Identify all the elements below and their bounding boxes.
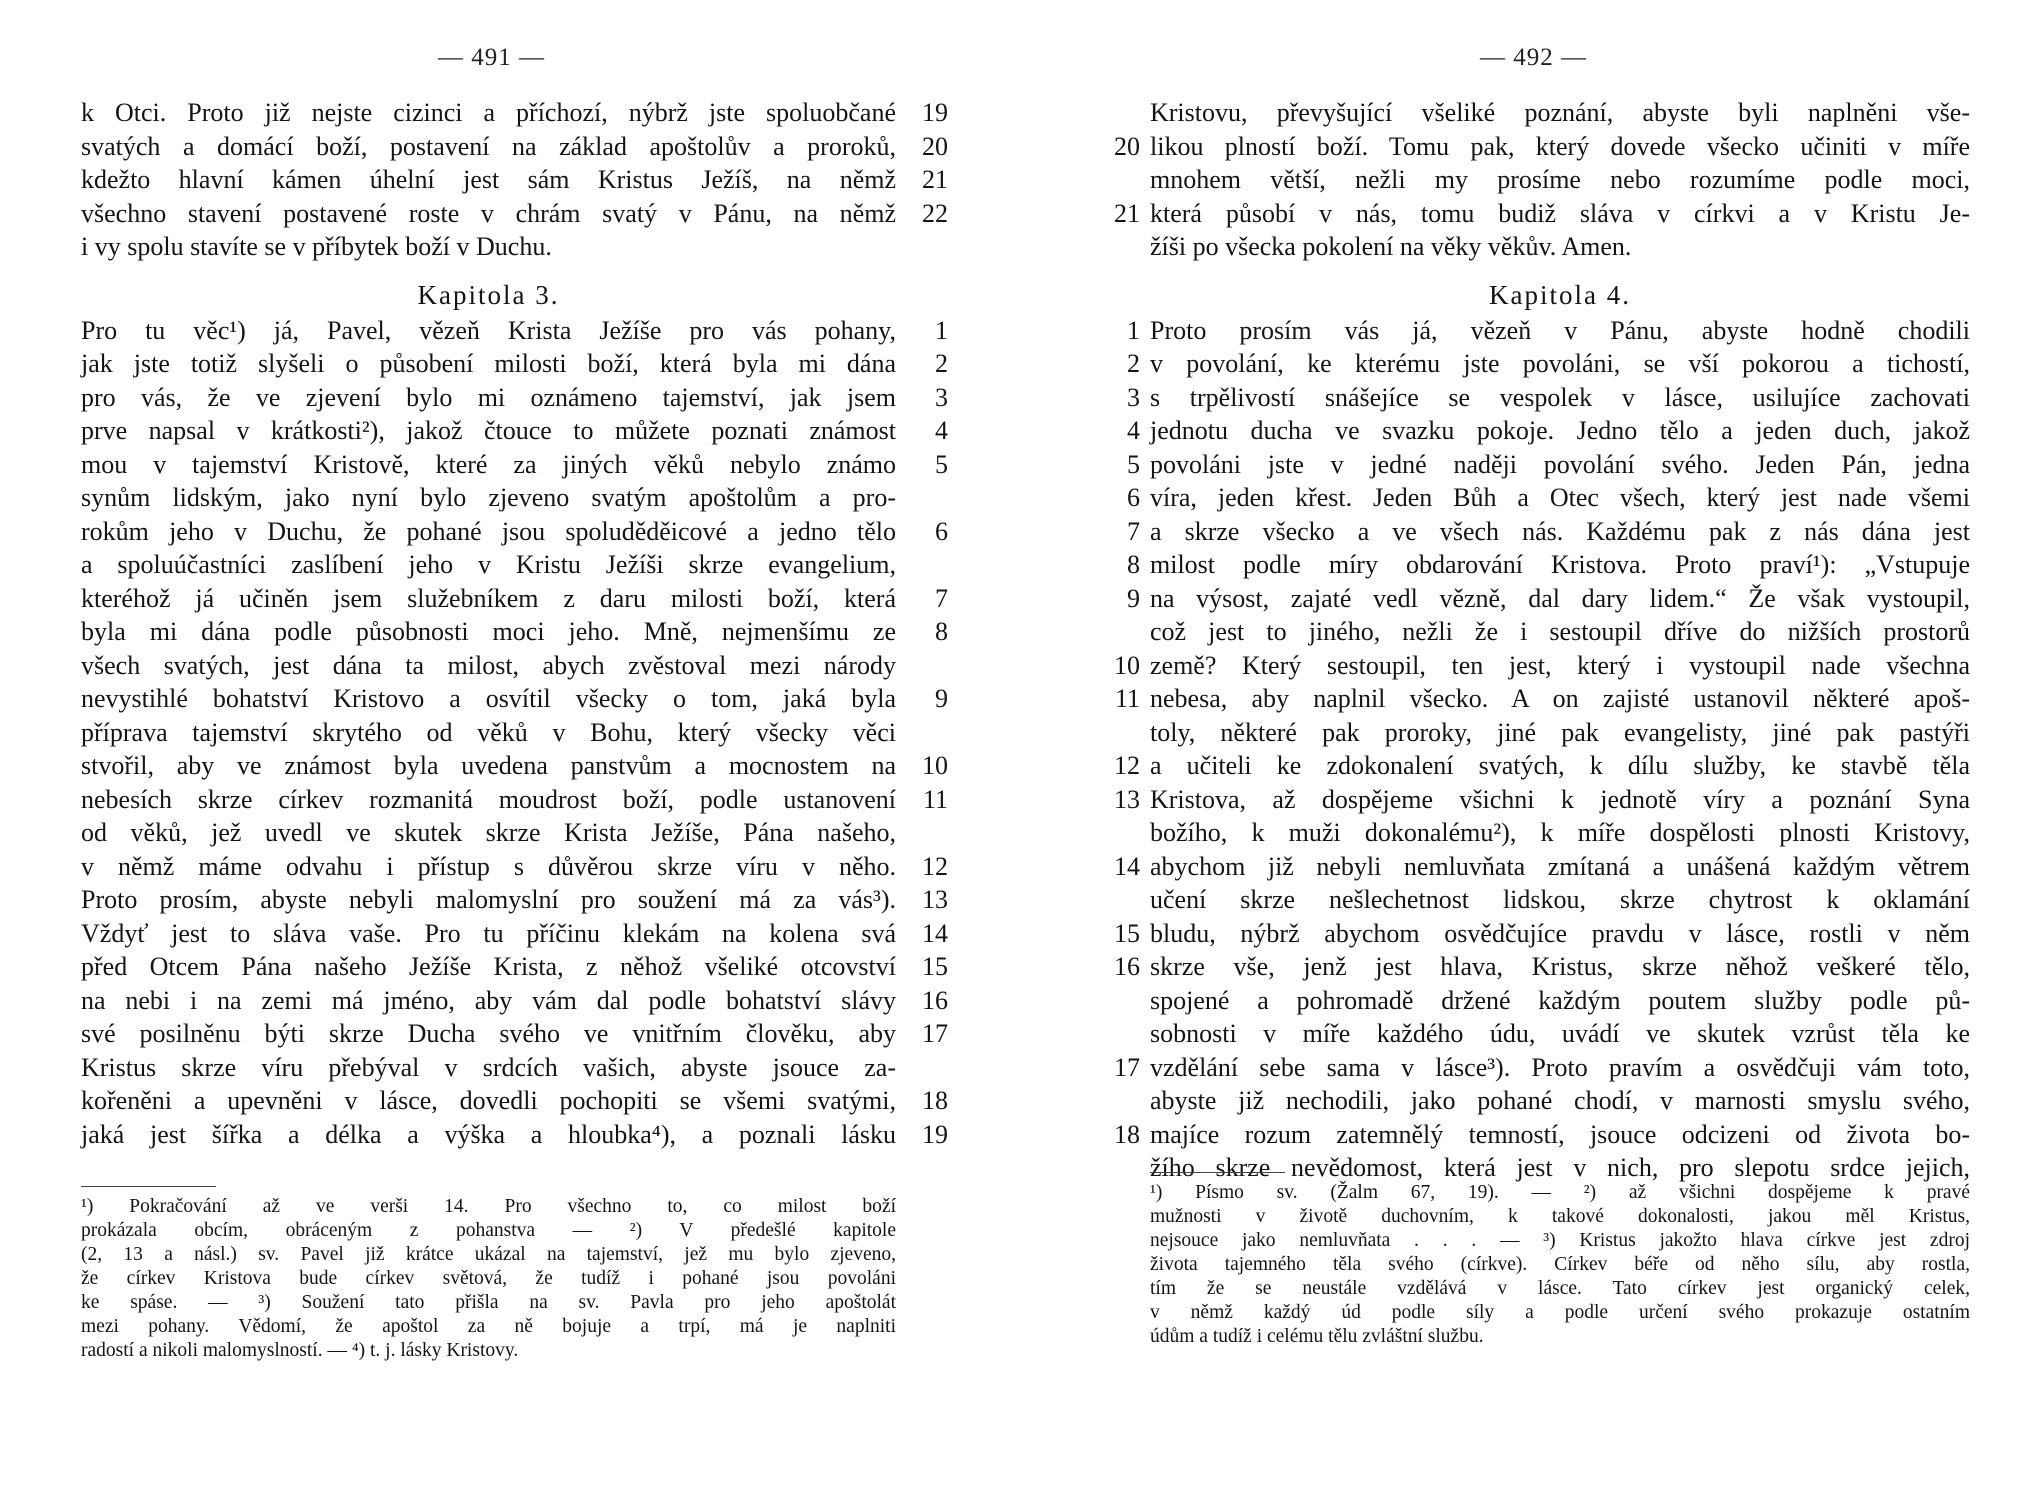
text-line [1110,481,1980,515]
line-text: synům lidským, jako nyní bylo zjeveno svatým apoštolům a pro- [81,483,896,512]
text-line [1110,950,1980,984]
line-text: povoláni jste v jedné naději povolání svého. Jeden Pán, jedna [1150,449,1970,479]
verse-number: 1 [935,315,948,345]
line-text: kteréhož já učiněn jsem služebníkem z daru milosti boží, která [81,583,896,613]
footnote-line [1150,1301,1970,1325]
line-text: božího, k muži dokonalému²), k míře dospělosti plnosti Kristovy, [1150,818,1970,847]
footnote-text: (2, 13 a násl.) sv. Pavel již krátce ukázal na tajemství, jež mu bylo zjeveno, [81,1244,896,1265]
text-line [81,649,911,683]
text-line [1110,515,1980,549]
text-line [1110,197,1980,231]
footnote-text: mužnosti v životě duchovním, k takové dokonalosti, jakou měl Kristus, [1150,1206,1970,1227]
line-text: stvořil, aby ve známost byla uvedena panstvům a mocnostem na [81,751,896,780]
footnote-text: nejsouce jako nemluvňata . . . — ³) Kristus jakožto hlava církve jest zdroj [1150,1230,1970,1251]
footnote-rule [81,1186,216,1187]
verse-number: 20 [922,131,948,161]
verse-number: 4 [935,416,948,445]
footnote-text: života tajemného těla svého (církve). Církev béře od něho sílu, aby rostla, [1150,1254,1970,1275]
text-block-after-heading [81,314,948,1152]
verse-number: 3 [1127,382,1140,412]
text-line [81,515,948,549]
text-line [81,1017,948,1051]
line-text: vzdělání sebe sama v lásce³). Proto pravím a osvědčuji vám toto, [1150,1052,1970,1082]
text-line [81,1051,911,1085]
line-text: svatých a domácí boží, postavení na základ apoštolův a proroků, [81,131,896,161]
line-text: kdežto hlavní kámen úhelní jest sám Kristus Ježíš, na němž [81,165,896,194]
verse-number: 17 [922,1019,948,1048]
text-line [81,883,948,917]
text-line [1110,783,1980,817]
verse-number: 19 [922,98,948,127]
text-line [1110,716,1980,750]
line-text: rokům jeho v Duchu, že pohané jsou spoluděděicové a jedno tělo [81,516,896,546]
line-text: od věků, jež uvedl ve skutek skrze Krista Ježíše, Pána našeho, [81,818,896,847]
line-text: což jest to jiného, nežli že i sestoupil dříve do nižších prostorů [1150,617,1970,646]
line-text: Kristova, až dospějeme všichni k jednotě víry a poznání Syna [1150,784,1970,814]
line-text: toly, některé pak proroky, jiné pak evangelisty, jiné pak pastýři [1150,717,1970,747]
footnote-text: tím že se neustále vzdělává v lásce. Tato církev jest organický celek, [1150,1278,1970,1299]
footnote-text: v němž každý úd podle síly a podle určení svého prokazuje ostatním [1150,1302,1970,1323]
footnote-lines [81,1195,896,1363]
footnote-text: prokázala obcím, obráceným z pohanstva — ²) V předešlé kapitole [81,1220,896,1241]
verse-number: 2 [935,349,948,378]
text-block-before-heading [81,96,948,264]
line-text: nebesa, aby naplnil všecko. A on zajisté ustanovil některé apoš- [1150,684,1970,713]
text-line [81,682,948,716]
chapter-heading: Kapitola 4. [1489,279,1631,310]
text-line [1110,314,1980,348]
line-text: své posilněnu býti skrze Ducha svého ve vnitřním člověku, aby [81,1019,896,1048]
line-text: a spoluúčastníci zaslíbení jeho v Kristu Ježíši skrze evangelium, [81,550,896,579]
text-line [1110,163,1980,197]
verse-number: 9 [1127,583,1140,613]
text-line [1110,1118,1980,1152]
text-line [81,230,911,264]
text-line [81,481,911,515]
line-text: nevystihlé bohatství Kristovo a osvítil všecky o tom, jaká byla [81,684,896,713]
text-line [1110,347,1980,381]
text-line [1110,682,1980,716]
footnote-line [81,1315,896,1339]
footnote-lines [1150,1181,1970,1349]
verse-number: 22 [922,198,948,228]
footnote-line [81,1243,896,1267]
line-text: bludu, nýbrž abychom osvědčujíce pravdu v lásce, rostli v něm [1150,918,1970,948]
verse-number: 13 [1114,784,1140,814]
text-line [81,414,948,448]
line-text: na výsost, zajaté vedl vězně, dal dary lidem.“ Že však vystoupil, [1150,583,1970,613]
verse-number: 21 [922,165,948,194]
text-line [81,448,948,482]
verse-number: 15 [922,952,948,981]
line-text: majíce rozum zatemnělý temností, jsouce odcizeni od života bo- [1150,1119,1970,1149]
verse-number: 14 [1114,851,1140,881]
text-line [81,314,948,348]
text-block-after-heading [1110,314,1980,1185]
line-text: sobnosti v míře každého údu, uvádí ve skutek vzrůst těla ke [1150,1019,1970,1048]
line-text: Kristovu, převyšující všeliké poznání, abyste byli naplněni vše- [1150,98,1970,127]
line-text: abychom již nebyli nemluvňata zmítaná a unášená každým větrem [1150,851,1970,881]
footnote-line [81,1195,896,1219]
verse-number: 7 [1127,516,1140,546]
text-line [1110,615,1980,649]
verse-number: 7 [935,583,948,613]
line-text: žíši po všecka pokolení na věky věkův. Amen. [1150,232,1632,261]
text-line [81,615,948,649]
text-line [81,816,911,850]
line-text: země? Který sestoupil, ten jest, který i vystoupil nade všechna [1150,650,1970,680]
line-text: příprava tajemství skrytého od věků v Bohu, který všecky věci [81,717,896,747]
text-block-before-heading [1110,96,1980,264]
page-number: — 492 — [1480,44,1587,71]
line-text: Proto prosím, abyste nebyli malomyslní pro soužení má za vás³). [81,885,896,914]
text-line [81,984,948,1018]
verse-number: 4 [1127,416,1140,445]
line-text: milost podle míry obdarování Kristova. Proto praví¹): „Vstupuje [1150,550,1970,579]
footnote-line [81,1267,896,1291]
verse-number: 12 [1114,751,1140,780]
line-text: všech svatých, jest dána ta milost, abych zvěstoval mezi národy [81,650,896,680]
text-line [1110,883,1980,917]
verse-number: 14 [922,918,948,948]
footnotes [81,1186,896,1363]
footnote-text: ¹) Písmo sv. (Žalm 67, 19). — ²) až všichni dospějeme k pravé [1150,1182,1970,1203]
body-text [1110,96,1980,1185]
line-text: která působí v nás, tomu budiž sláva v církvi a v Kristu Je- [1150,198,1970,228]
line-text: jaká jest šířka a délka a výška a hloubka⁴), a poznali lásku [81,1119,896,1149]
text-line [81,381,948,415]
verse-number: 3 [935,382,948,412]
line-text: Vždyť jest to sláva vaše. Pro tu příčinu klekám na kolena svá [81,918,896,948]
text-line [81,347,948,381]
text-line [81,197,948,231]
right-page [1010,0,2020,1500]
verse-number: 6 [935,516,948,546]
footnote-rule [1150,1172,1285,1173]
line-text: učení skrze nešlechetnost lidskou, skrze chytrost k oklamání [1150,885,1970,914]
footnote-text: údům a tudíž i celému tělu zvláštní službu. [1150,1326,1484,1347]
footnote-text: mezi pohany. Vědomí, že apoštol za ně bojuje a trpí, má je naplniti [81,1316,896,1337]
line-text: k Otci. Proto již nejste cizinci a příchozí, nýbrž jste spoluobčané [81,98,896,127]
verse-number: 18 [1114,1119,1140,1149]
text-line [81,1118,948,1152]
verse-number: 5 [1127,449,1140,479]
text-line [1110,230,1980,264]
text-line [1110,582,1980,616]
line-text: kořeněni a upevněni v lásce, dovedli pochopiti se všemi svatými, [81,1086,896,1115]
text-line [81,716,911,750]
verse-number: 6 [1127,483,1140,512]
line-text: prve napsal v krátkosti²), jakož čtouce to můžete poznati známost [81,416,896,445]
verse-number: 2 [1127,349,1140,378]
text-line [81,130,948,164]
text-line [81,163,948,197]
line-text: skrze vše, jenž jest hlava, Kristus, skrze něhož veškeré tělo, [1150,952,1970,981]
text-line [1110,816,1980,850]
verse-number: 8 [1127,550,1140,579]
chapter-heading: Kapitola 3. [417,279,560,310]
footnote-line [1150,1229,1970,1253]
verse-number: 1 [1127,315,1140,345]
verse-number: 16 [922,985,948,1015]
verse-number: 8 [935,617,948,646]
verse-number: 16 [1114,952,1140,981]
verse-number: 20 [1114,131,1140,161]
verse-number: 11 [1114,684,1140,713]
line-text: i vy spolu stavíte se v příbytek boží v Duchu. [81,232,552,261]
text-line [81,950,948,984]
line-text: v povolání, ke kterému jste povoláni, se vší pokorou a tichostí, [1150,349,1970,378]
footnote-line [1150,1325,1970,1349]
text-line [81,850,948,884]
line-text: a skrze všecko a ve všech nás. Každému pak z nás dána jest [1150,516,1970,546]
line-text: žího skrze nevědomost, která jest v nich, pro slepotu srdce jejich, [1150,1153,1970,1182]
line-text: na nebi i na zemi má jméno, aby vám dal podle bohatství slávy [81,985,896,1015]
line-text: jednotu ducha ve svazku pokoje. Jedno tělo a jeden duch, jakož [1150,416,1970,445]
text-line [1110,1084,1980,1118]
verse-number: 11 [922,784,948,814]
line-text: byla mi dána podle působnosti moci jeho. Mně, nejmenšímu ze [81,617,896,646]
line-text: Pro tu věc¹) já, Pavel, vězeň Krista Ježíše pro vás pohany, [81,315,896,345]
text-line [81,1084,948,1118]
verse-number: 9 [935,684,948,713]
text-line [1110,917,1980,951]
verse-number: 12 [922,851,948,881]
text-line [1110,130,1980,164]
line-text: víra, jeden křest. Jeden Bůh a Otec všech, který jest nade všemi [1150,483,1970,512]
text-line [1110,649,1980,683]
line-text: likou plností boží. Tomu pak, který dovede všecko učiniti v míře [1150,131,1970,161]
line-text: spojené a pohromadě držené každým poutem služby podle pů- [1150,985,1970,1015]
line-text: nebesích skrze církev rozmanitá moudrost boží, podle ustanovení [81,784,896,814]
text-line [1110,1051,1980,1085]
line-text: Kristus skrze víru přebýval v srdcích vašich, abyste jsouce za- [81,1052,896,1082]
footnote-text: ¹) Pokračování až ve verši 14. Pro všechno to, co milost boží [81,1196,896,1217]
line-text: před Otcem Pána našeho Ježíše Krista, z něhož všeliké otcovství [81,952,896,981]
text-line [1110,414,1980,448]
line-text: mnohem větší, nežli my prosíme nebo rozumíme podle moci, [1150,165,1970,194]
verse-number: 17 [1114,1052,1140,1082]
line-text: Proto prosím vás já, vězeň v Pánu, abyste hodně chodili [1150,315,1970,345]
verse-number: 10 [922,751,948,780]
text-line [1110,96,1980,130]
text-line [81,783,948,817]
footnotes [1150,1172,1970,1349]
verse-number: 5 [935,449,948,479]
footnote-text: že církev Kristova bude církev světová, že tudíž i pohané jsou povoláni [81,1268,896,1289]
footnote-line [1150,1181,1970,1205]
verse-number: 13 [922,885,948,914]
line-text: jak jste totiž slyšeli o působení milosti boží, která byla mi dána [81,349,896,378]
body-text [81,96,948,1151]
text-line [81,582,948,616]
verse-number: 10 [1114,650,1140,680]
verse-number: 21 [1114,198,1140,228]
line-text: a učiteli ke zdokonalení svatých, k dílu služby, ke stavbě těla [1150,751,1970,780]
text-line [1110,448,1980,482]
footnote-line [1150,1277,1970,1301]
text-line [81,917,948,951]
text-line [1110,548,1980,582]
text-line [1110,381,1980,415]
line-text: v němž máme odvahu i přístup s důvěrou skrze víru v něho. [81,851,896,881]
text-line [81,749,948,783]
verse-number: 15 [1114,918,1140,948]
footnote-line [81,1339,896,1363]
text-line [1110,984,1980,1018]
footnote-line [1150,1205,1970,1229]
footnote-line [81,1291,896,1315]
line-text: pro vás, že ve zjevení bylo mi oznámeno tajemství, jak jsem [81,382,896,412]
line-text: mou v tajemství Kristově, které za jiných věků nebylo známo [81,449,896,479]
text-line [1110,1017,1980,1051]
footnote-text: radostí a nikoli malomyslností. — ⁴) t. j. lásky Kristovy. [81,1340,519,1361]
footnote-line [1150,1253,1970,1277]
text-line [1110,850,1980,884]
text-line [81,548,911,582]
verse-number: 18 [922,1086,948,1115]
verse-number: 19 [922,1119,948,1149]
text-line [1110,749,1980,783]
line-text: všechno stavení postavené roste v chrám svatý v Pánu, na němž [81,198,896,228]
footnote-text: ke spáse. — ³) Soužení tato přišla na sv. Pavla pro jeho apoštolát [81,1292,896,1313]
line-text: s trpělivostí snášejíce se vespolek v lásce, usilujíce zachovati [1150,382,1970,412]
line-text: abyste již nechodili, jako pohané chodí, v marnosti smyslu svého, [1150,1086,1970,1115]
text-line [81,96,948,130]
page-number: — 491 — [438,44,545,71]
footnote-line [81,1219,896,1243]
